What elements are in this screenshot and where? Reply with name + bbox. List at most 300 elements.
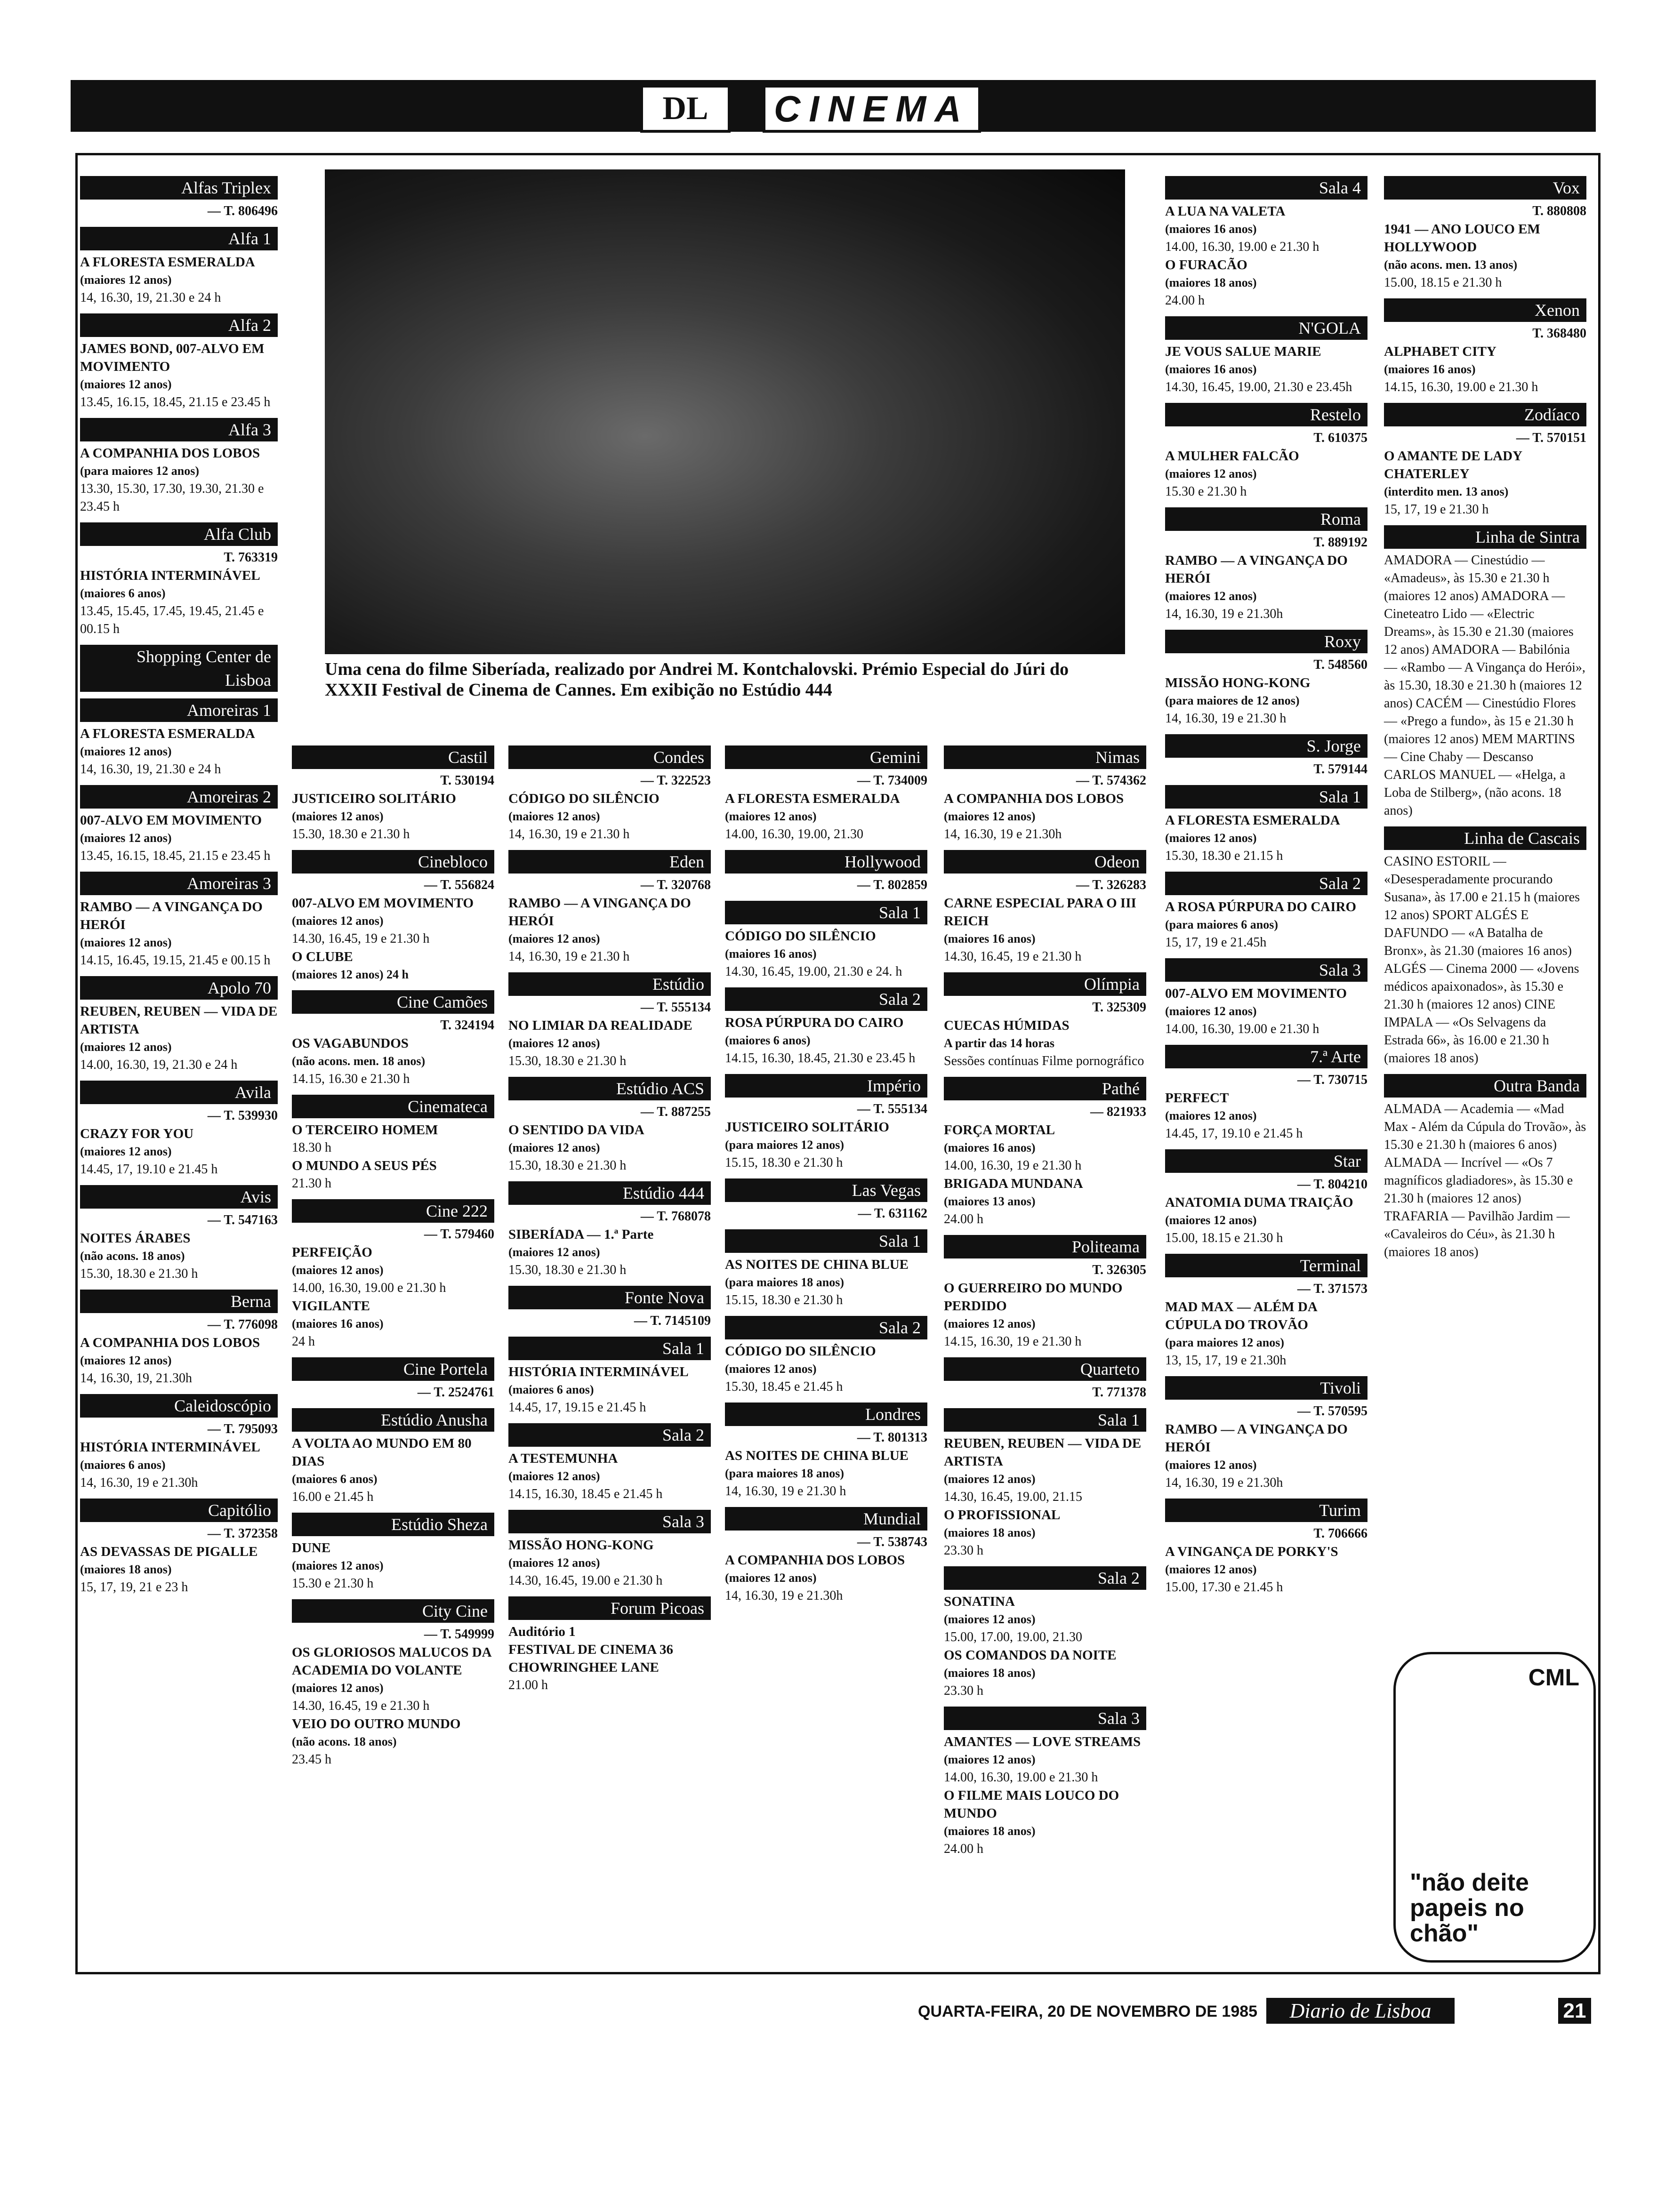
cinema-phone: T. 368480 [1532, 326, 1586, 341]
film-title: DUNE [292, 1540, 331, 1555]
cinema-listing [80, 976, 278, 1074]
cinema-listing [80, 1185, 278, 1283]
listing-column-5 [944, 739, 1146, 1858]
region-listings: ALMADA — Academia — «Mad Max - Além da Cúpula do Trovão», às 15.30 e 21.30 h (maiores 6 anos) ALMADA — Incrível — «Os 7 magníficos gladiadores», às 15.30 e 21.30 h (maiores 12 anos) TRAFARIA — Pavilhão Jardim — «Cavaleiros do Céu», às 21.30 h (maiores 18 anos) [1384, 1102, 1586, 1259]
cinema-phone: — T. 7145109 [634, 1314, 711, 1328]
film-title: OS VAGABUNDOS [292, 1036, 409, 1051]
listing-column-3 [508, 739, 711, 1694]
film-title: REUBEN, REUBEN — VIDA DE ARTISTA [944, 1436, 1142, 1469]
showtimes: 14.15, 16.30, 18.45, 21.30 e 23.45 h [725, 1051, 916, 1066]
cinema-listing [292, 745, 494, 843]
film-title: O FURACÃO [1165, 257, 1247, 272]
film-rating: (maiores 12 anos) [944, 1753, 1036, 1766]
showtimes: 14.45, 17, 19.10 e 21.45 h [80, 1162, 218, 1177]
film-rating: (maiores 16 anos) [1384, 362, 1476, 376]
film-title: 1941 — ANO LOUCO EM HOLLYWOOD [1384, 222, 1540, 255]
cinema-name: Politeama [944, 1235, 1146, 1258]
film-rating: (para maiores 12 anos) [80, 464, 200, 478]
showtimes: 15.00, 17.00, 19.00, 21.30 [944, 1630, 1082, 1644]
cinema-name: Sala 4 [1165, 176, 1367, 200]
cinema-name: Amoreiras 3 [80, 872, 278, 895]
film-title: O FILME MAIS LOUCO DO MUNDO [944, 1788, 1119, 1821]
cinema-phone: — T. 801313 [857, 1430, 927, 1445]
showtimes: 14.00, 16.30, 19.00 e 21.30 h [944, 1770, 1098, 1785]
cinema-name: Estúdio 444 [508, 1181, 711, 1205]
cinema-listing [944, 1077, 1146, 1228]
cinema-phone: — T. 372358 [207, 1526, 278, 1541]
cinema-name: Nimas [944, 745, 1146, 769]
cinema-listing [725, 1229, 927, 1309]
film-rating: (maiores 12 anos) [508, 1141, 600, 1154]
film-rating: (maiores 12 anos) 24 h [292, 968, 409, 981]
film-rating: (maiores 12 anos) [292, 1681, 384, 1695]
cinema-listing [725, 850, 927, 894]
cml-slogan: "não deite papeis no chão" [1410, 1869, 1529, 1947]
cinema-name: Londres [725, 1403, 927, 1426]
film-rating: (maiores 18 anos) [944, 1666, 1036, 1680]
film-rating: (maiores 12 anos) [1165, 1004, 1257, 1018]
film-title: CRAZY FOR YOU [80, 1126, 194, 1141]
film-title: RAMBO — A VINGANÇA DO HERÓI [80, 899, 263, 932]
film-title: A FLORESTA ESMERALDA [1165, 813, 1340, 828]
film-title: A COMPANHIA DOS LOBOS [725, 1553, 905, 1568]
film-title: CUECAS HÚMIDAS [944, 1018, 1070, 1033]
film-title: A FLORESTA ESMERALDA [80, 255, 255, 270]
cinema-listing [80, 1394, 278, 1492]
cinema-name: Alfas Triplex [80, 176, 278, 200]
film-title: SONATINA [944, 1594, 1015, 1609]
cinema-name: Amoreiras 2 [80, 785, 278, 809]
cinema-listing [292, 1199, 494, 1351]
showtimes: 14.30, 16.45, 19 e 21.30 h [944, 949, 1082, 964]
showtimes: 13.45, 15.45, 17.45, 19.45, 21.45 e 00.15 h [80, 604, 264, 636]
film-title: O SENTIDO DA VIDA [508, 1122, 644, 1138]
cinema-listing [1165, 1149, 1367, 1247]
film-title: NOITES ÁRABES [80, 1231, 191, 1246]
showtimes: 14.30, 16.45, 19.00, 21.30 e 23.45h [1165, 380, 1352, 394]
cinema-phone: — T. 570151 [1516, 431, 1586, 445]
cinema-listing [508, 972, 711, 1070]
cinema-name: Roxy [1165, 630, 1367, 653]
cinema-listing [1384, 298, 1586, 396]
region-listings: AMADORA — Cinestúdio — «Amadeus», às 15.30 e 21.30 h (maiores 12 anos) AMADORA — Cineteatro Lido — «Electric Dreams», às 15.30 e 21.30 (maiores 12 anos) AMADORA — Babilónia — «Rambo — A Vingança do Herói», às 15.30, 18.30 e 21.30 h (maiores 12 anos) CACÉM — Cinestúdio Flores — «Prego a fundo», às 15 e 21.30 h (maiores 12 anos) MEM MARTINS — Cine Chaby — Descanso CARLOS MANUEL — «Helga, a Loba de Stilberg», (não acons. 18 anos) [1384, 553, 1585, 818]
film-rating: (maiores 12 anos) [80, 273, 172, 287]
showtimes: 15.30, 18.30 e 21.30 h [508, 1054, 627, 1068]
film-title: ROSA PÚRPURA DO CAIRO [725, 1015, 904, 1030]
film-rating: (maiores 18 anos) [1165, 276, 1257, 289]
showtimes: 15.30 e 21.30 h [292, 1576, 374, 1591]
cinema-name: 7.ª Arte [1165, 1045, 1367, 1068]
cinema-phone: — T. 776098 [207, 1317, 278, 1332]
film-title: MAD MAX — ALÉM DA CÚPULA DO TROVÃO [1165, 1299, 1317, 1332]
cinema-name: Mundial [725, 1507, 927, 1531]
showtimes: 14, 16.30, 19 e 21.30 h [1165, 711, 1287, 726]
film-rating: (maiores 12 anos) [80, 831, 172, 845]
cinema-name: Castil [292, 745, 494, 769]
film-rating: (maiores 16 anos) [292, 1317, 384, 1330]
cinema-listing [80, 785, 278, 865]
cinema-name: Xenon [1384, 298, 1586, 322]
cinema-phone: — T. 322523 [640, 773, 711, 788]
cinema-listing [80, 522, 278, 638]
showtimes: 14.00, 16.30, 19.00 e 21.30 h [1165, 240, 1319, 254]
cinema-name: Hollywood [725, 850, 927, 874]
showtimes: 14.45, 17, 19.15 e 21.45 h [508, 1400, 646, 1415]
showtimes: 14.30, 16.45, 19.00 e 21.30 h [508, 1573, 663, 1588]
cinema-name: Sala 3 [944, 1707, 1146, 1730]
cinema-phone: T. 324194 [440, 1018, 494, 1033]
cinema-listing [80, 418, 278, 516]
cinema-phone: — T. 371573 [1297, 1282, 1367, 1296]
cinema-listing [1165, 1045, 1367, 1143]
cinema-phone: — T. 579460 [424, 1227, 494, 1242]
showtimes: 14, 16.30, 19, 21.30h [80, 1371, 192, 1386]
film-rating: (maiores 12 anos) [292, 914, 384, 928]
region-title: Linha de Cascais [1384, 826, 1586, 850]
film-rating: (maiores 12 anos) [508, 1556, 600, 1570]
film-rating: (maiores 18 anos) [944, 1526, 1036, 1539]
film-title: PERFEIÇÃO [292, 1245, 372, 1260]
cinema-listing [944, 745, 1146, 843]
cinema-listing [1165, 872, 1367, 952]
cinema-listing [1165, 507, 1367, 623]
film-title: O AMANTE DE LADY CHATERLEY [1384, 449, 1522, 481]
cinema-listing [80, 645, 278, 692]
film-title: A ROSA PÚRPURA DO CAIRO [1165, 899, 1357, 914]
film-title: O GUERREIRO DO MUNDO PERDIDO [944, 1281, 1123, 1314]
film-rating: (para maiores de 12 anos) [1165, 694, 1300, 707]
cinema-listing [80, 1290, 278, 1387]
cinema-name: Vox [1384, 176, 1586, 200]
cinema-listing [80, 1081, 278, 1178]
film-title: ANATOMIA DUMA TRAIÇÃO [1165, 1195, 1353, 1210]
cinema-name: Estúdio [508, 972, 711, 996]
film-rating: (maiores 16 anos) [1165, 222, 1257, 236]
film-rating: (não acons. men. 18 anos) [292, 1054, 426, 1068]
cinema-listing [80, 1499, 278, 1596]
cinema-listing [1165, 176, 1367, 310]
cinema-name: Olímpia [944, 972, 1146, 996]
showtimes: 14.15, 16.30 e 21.30 h [292, 1072, 410, 1086]
cinema-phone: — T. 555134 [857, 1102, 927, 1116]
film-rating: (maiores 6 anos) [80, 1458, 166, 1472]
cinema-name: Sala 1 [725, 1229, 927, 1253]
region-listings: CASINO ESTORIL — «Desesperadamente procurando Susana», às 17.00 e 21.15 h (maiores 12 anos) SPORT ALGÉS E DAFUNDO — «A Batalha de Bronx», às 21.30 (maiores 16 anos) ALGÉS — Cinema 2000 — «Jovens médicos apaixonados», às 15.30 e 21.30 h (maiores 12 anos) CINE IMPALA — «Os Selvagens da Estrada 66», às 16.00 e 21.30 h (maiores 18 anos) [1384, 854, 1580, 1066]
cinema-name: Cinebloco [292, 850, 494, 874]
showtimes: 14.30, 16.45, 19.00, 21.30 e 24. h [725, 964, 902, 979]
region-title: Outra Banda [1384, 1074, 1586, 1098]
showtimes: 14, 16.30, 19 e 21.30h [80, 1475, 198, 1490]
film-rating: (maiores 16 anos) [944, 932, 1036, 946]
cinema-listing [508, 1423, 711, 1503]
film-rating: (maiores 12 anos) [80, 936, 172, 949]
cinema-phone: T. 548560 [1313, 657, 1367, 672]
film-title: A VINGANÇA DE PORKY'S [1165, 1544, 1338, 1559]
film-rating: A partir das 14 horas [944, 1036, 1054, 1050]
cinema-phone: — T. 570595 [1297, 1404, 1367, 1419]
cinema-name: Cine Camões [292, 990, 494, 1014]
film-title: JUSTICEIRO SOLITÁRIO [725, 1120, 889, 1135]
cinema-name: Sala 1 [1165, 785, 1367, 809]
showtimes: 13.30, 15.30, 17.30, 19.30, 21.30 e 23.45 h [80, 481, 264, 514]
cinema-name: Caleidoscópio [80, 1394, 278, 1418]
film-title: 007-ALVO EM MOVIMENTO [80, 813, 262, 828]
cinema-listing [725, 1074, 927, 1172]
film-title: BRIGADA MUNDANA [944, 1176, 1083, 1191]
cinema-listing [944, 1408, 1146, 1560]
showtimes: 24 h [292, 1334, 315, 1349]
showtimes: 15.30, 18.45 e 21.45 h [725, 1379, 843, 1394]
cinema-phone: — T. 804210 [1297, 1177, 1367, 1192]
cinema-phone: T. 706666 [1313, 1526, 1367, 1541]
film-rating: (maiores 12 anos) [80, 1145, 172, 1158]
cinema-name: Condes [508, 745, 711, 769]
cinema-listing [1165, 316, 1367, 396]
cinema-listing [725, 1403, 927, 1500]
cinema-phone: — T. 539930 [207, 1108, 278, 1123]
cinema-listing [1165, 958, 1367, 1038]
cinema-phone: — T. 326283 [1076, 878, 1146, 892]
cinema-phone: T. 880808 [1532, 204, 1586, 218]
showtimes: 14.15, 16.45, 19.15, 21.45 e 00.15 h [80, 953, 271, 968]
film-rating: (maiores 12 anos) [725, 1362, 817, 1376]
showtimes: 15.30, 18.30 e 21.15 h [1165, 849, 1283, 863]
cinema-name: Apolo 70 [80, 976, 278, 1000]
cinema-phone: — T. 734009 [857, 773, 927, 788]
issue-date: QUARTA-FEIRA, 20 DE NOVEMBRO DE 1985 [918, 2003, 1258, 2020]
cinema-listing [944, 1707, 1146, 1858]
cinema-name: Alfa Club [80, 522, 278, 546]
cinema-phone: — T. 574362 [1076, 773, 1146, 788]
screen-room: Auditório 1 [508, 1624, 576, 1639]
page-number: 21 [1558, 1998, 1591, 2024]
film-still-photo [325, 169, 1125, 654]
cinema-phone: — T. 538743 [857, 1535, 927, 1549]
film-rating: (maiores 12 anos) [944, 809, 1036, 823]
film-rating: (maiores 12 anos) [292, 1263, 384, 1277]
film-rating: (maiores 12 anos) [508, 932, 600, 946]
cinema-name: Império [725, 1074, 927, 1098]
film-rating: (maiores 12 anos) [944, 1612, 1036, 1626]
cinema-listing [725, 901, 927, 981]
showtimes: 24.00 h [1165, 293, 1205, 308]
film-title: AS NOITES DE CHINA BLUE [725, 1448, 909, 1463]
film-title: A LUA NA VALETA [1165, 204, 1286, 219]
cinema-name: Sala 1 [508, 1337, 711, 1360]
showtimes: 14.15, 16.30, 18.45 e 21.45 h [508, 1487, 663, 1501]
cinema-name: Sala 1 [725, 901, 927, 924]
cinema-name: Sala 2 [1165, 872, 1367, 895]
cinema-name: Amoreiras 1 [80, 698, 278, 722]
showtimes: 15.00, 17.30 e 21.45 h [1165, 1580, 1283, 1595]
cinema-name: Odeon [944, 850, 1146, 874]
cinema-phone: T. 610375 [1313, 431, 1367, 445]
showtimes: 14, 16.30, 19, 21.30 e 24 h [80, 762, 221, 777]
showtimes: 14.30, 16.45, 19.00, 21.15 [944, 1490, 1082, 1504]
cinema-listing [292, 990, 494, 1088]
cinema-phone: T. 763319 [224, 550, 278, 565]
listing-column-6 [1165, 169, 1367, 1596]
film-rating: (interdito men. 13 anos) [1384, 485, 1509, 498]
cinema-listing [944, 1566, 1146, 1700]
cinema-name: N'GOLA [1165, 316, 1367, 340]
cinema-name: Cine Portela [292, 1357, 494, 1381]
cinema-listing [292, 1357, 494, 1402]
newspaper-name: Diario de Lisboa [1266, 1998, 1455, 2024]
film-rating: (maiores 12 anos) [944, 1472, 1036, 1486]
cinema-listing [508, 1181, 711, 1279]
cinema-name: Estúdio ACS [508, 1077, 711, 1100]
showtimes: 13.45, 16.15, 18.45, 21.15 e 23.45 h [80, 849, 271, 863]
film-rating: (para maiores 12 anos) [1165, 1336, 1285, 1349]
film-title: CÓDIGO DO SILÊNCIO [725, 1344, 876, 1359]
showtimes: 14.15, 16.30, 19.00 e 21.30 h [1384, 380, 1538, 394]
listing-column-7 [1384, 169, 1586, 1261]
showtimes: 14, 16.30, 19 e 21.30h [944, 827, 1062, 842]
showtimes: 15.30, 18.30 e 21.30 h [508, 1263, 627, 1277]
cinema-name: Terminal [1165, 1254, 1367, 1277]
showtimes: 15, 17, 19, 21 e 23 h [80, 1580, 188, 1595]
cinema-phone: — T. 631162 [858, 1206, 927, 1221]
film-rating: (maiores 12 anos) [1165, 831, 1257, 845]
film-title: HISTÓRIA INTERMINÁVEL [80, 1440, 260, 1455]
showtimes: 14, 16.30, 19 e 21.30 h [725, 1484, 846, 1499]
film-title: A TESTEMUNHA [508, 1451, 618, 1466]
cml-label: CML [1528, 1664, 1579, 1691]
cinema-phone: — T. 806496 [207, 204, 278, 218]
cml-litter-ad [1393, 1652, 1596, 1963]
cinema-listing [292, 1408, 494, 1506]
cinema-phone: — 821933 [1090, 1105, 1146, 1119]
film-rating: (maiores 16 anos) [1165, 362, 1257, 376]
cinema-listing [944, 972, 1146, 1070]
cinema-phone: — T. 802859 [857, 878, 927, 892]
cinema-name: Roma [1165, 507, 1367, 531]
film-rating: (maiores 12 anos) [1165, 467, 1257, 481]
film-rating: (maiores 12 anos) [292, 1559, 384, 1572]
cinema-listing [1165, 630, 1367, 728]
cinema-name: City Cine [292, 1599, 494, 1623]
film-rating: (para maiores 12 anos) [725, 1138, 845, 1152]
cinema-listing [80, 227, 278, 307]
cinema-name: Eden [508, 850, 711, 874]
cinema-listing [508, 1337, 711, 1417]
cinema-listing [80, 176, 278, 220]
film-rating: (maiores 12 anos) [80, 1354, 172, 1367]
film-title: RAMBO — A VINGANÇA DO HERÓI [1165, 1422, 1348, 1455]
showtimes: 14.30, 16.45, 19 e 21.30 h [292, 1699, 430, 1713]
cinema-name: Cinemateca [292, 1095, 494, 1118]
cinema-listing [292, 1095, 494, 1193]
film-title: CÓDIGO DO SILÊNCIO [725, 929, 876, 944]
cinema-listing [1165, 1254, 1367, 1370]
film-title: NO LIMIAR DA REALIDADE [508, 1018, 692, 1033]
cinema-name: Cine 222 [292, 1199, 494, 1223]
film-title: HISTÓRIA INTERMINÁVEL [80, 568, 260, 583]
film-rating: (maiores 12 anos) [1165, 589, 1257, 603]
showtimes: 15.00, 18.15 e 21.30 h [1384, 275, 1502, 290]
cinema-name: Las Vegas [725, 1178, 927, 1202]
film-title: RAMBO — A VINGANÇA DO HERÓI [1165, 553, 1348, 586]
film-rating: (maiores 12 anos) [80, 1040, 172, 1054]
showtimes: 14.30, 16.45, 19 e 21.30 h [292, 931, 430, 946]
film-title: A MULHER FALCÃO [1165, 449, 1299, 464]
film-title: 007-ALVO EM MOVIMENTO [1165, 986, 1347, 1001]
film-rating: (maiores 18 anos) [944, 1824, 1036, 1838]
cinema-listing [508, 1596, 711, 1694]
showtimes: 15.00, 18.15 e 21.30 h [1165, 1231, 1283, 1245]
showtimes: 14.00, 16.30, 19 e 21.30 h [944, 1158, 1082, 1173]
film-title: JE VOUS SALUE MARIE [1165, 344, 1321, 359]
cinema-listing [80, 872, 278, 970]
cinema-name: Sala 2 [508, 1423, 711, 1447]
cinema-phone: — T. 549999 [424, 1627, 494, 1642]
film-rating: (maiores 12 anos) [508, 1469, 600, 1483]
film-rating: (maiores 12 anos) [80, 377, 172, 391]
film-title: O TERCEIRO HOMEM [292, 1122, 438, 1138]
cinema-listing [1165, 403, 1367, 501]
film-rating: (maiores 12 anos) [1165, 1458, 1257, 1472]
film-title: JUSTICEIRO SOLITÁRIO [292, 791, 456, 806]
film-rating: (maiores 12 anos) [725, 809, 817, 823]
showtimes: 14, 16.30, 19, 21.30 e 24 h [80, 290, 221, 305]
film-title: O MUNDO A SEUS PÉS [292, 1158, 437, 1173]
film-title: A COMPANHIA DOS LOBOS [80, 1335, 260, 1350]
showtimes: 14.45, 17, 19.10 e 21.45 h [1165, 1126, 1303, 1141]
cinema-phone: T. 889192 [1313, 535, 1367, 550]
cinema-listing [944, 850, 1146, 966]
film-title: ALPHABET CITY [1384, 344, 1496, 359]
cinema-listing [292, 1513, 494, 1593]
cinema-name: Gemini [725, 745, 927, 769]
film-title: CARNE ESPECIAL PARA O III REICH [944, 896, 1136, 929]
showtimes: 15.30, 18.30 e 21.30 h [292, 827, 410, 842]
listing-column-1 [80, 169, 278, 1596]
showtimes: 14.00, 16.30, 19, 21.30 e 24 h [80, 1058, 238, 1072]
film-title: FORÇA MORTAL [944, 1122, 1055, 1138]
showtimes: 15.15, 18.30 e 21.30 h [725, 1293, 843, 1307]
cinema-listing [1384, 525, 1586, 820]
film-title: CÓDIGO DO SILÊNCIO [508, 791, 660, 806]
cinema-phone: T. 325309 [1092, 1000, 1146, 1015]
showtimes: 15.30 e 21.30 h [1165, 484, 1247, 499]
cinema-phone: — T. 730715 [1297, 1073, 1367, 1087]
film-title: AS DEVASSAS DE PIGALLE [80, 1544, 258, 1559]
film-title: FESTIVAL DE CINEMA 36 CHOWRINGHEE LANE [508, 1642, 673, 1675]
film-rating: (maiores 12 anos) [508, 1245, 600, 1259]
cinema-listing [1384, 826, 1586, 1067]
showtimes: 14, 16.30, 19 e 21.30h [1165, 607, 1283, 621]
cinema-name: Alfa 2 [80, 313, 278, 337]
showtimes: 23.45 h [292, 1752, 331, 1767]
showtimes: 16.00 e 21.45 h [292, 1490, 374, 1504]
cinema-name: Alfa 3 [80, 418, 278, 441]
cinema-name: Forum Picoas [508, 1596, 711, 1620]
cinema-name: Shopping Center de Lisboa [80, 645, 278, 692]
showtimes: 15.30, 18.30 e 21.30 h [80, 1266, 198, 1281]
showtimes: 15, 17, 19 e 21.30 h [1384, 502, 1489, 517]
cinema-phone: — T. 555134 [640, 1000, 711, 1015]
film-title: AMANTES — LOVE STREAMS [944, 1734, 1141, 1749]
film-title: A COMPANHIA DOS LOBOS [80, 446, 260, 461]
showtimes: 15.15, 18.30 e 21.30 h [725, 1155, 843, 1170]
listing-column-4 [725, 739, 927, 1605]
cinema-name: Capitólio [80, 1499, 278, 1522]
film-rating: (para maiores 6 anos) [1165, 918, 1279, 931]
cinema-listing [1384, 176, 1586, 292]
cinema-name: Zodíaco [1384, 403, 1586, 426]
cinema-listing [508, 1286, 711, 1330]
